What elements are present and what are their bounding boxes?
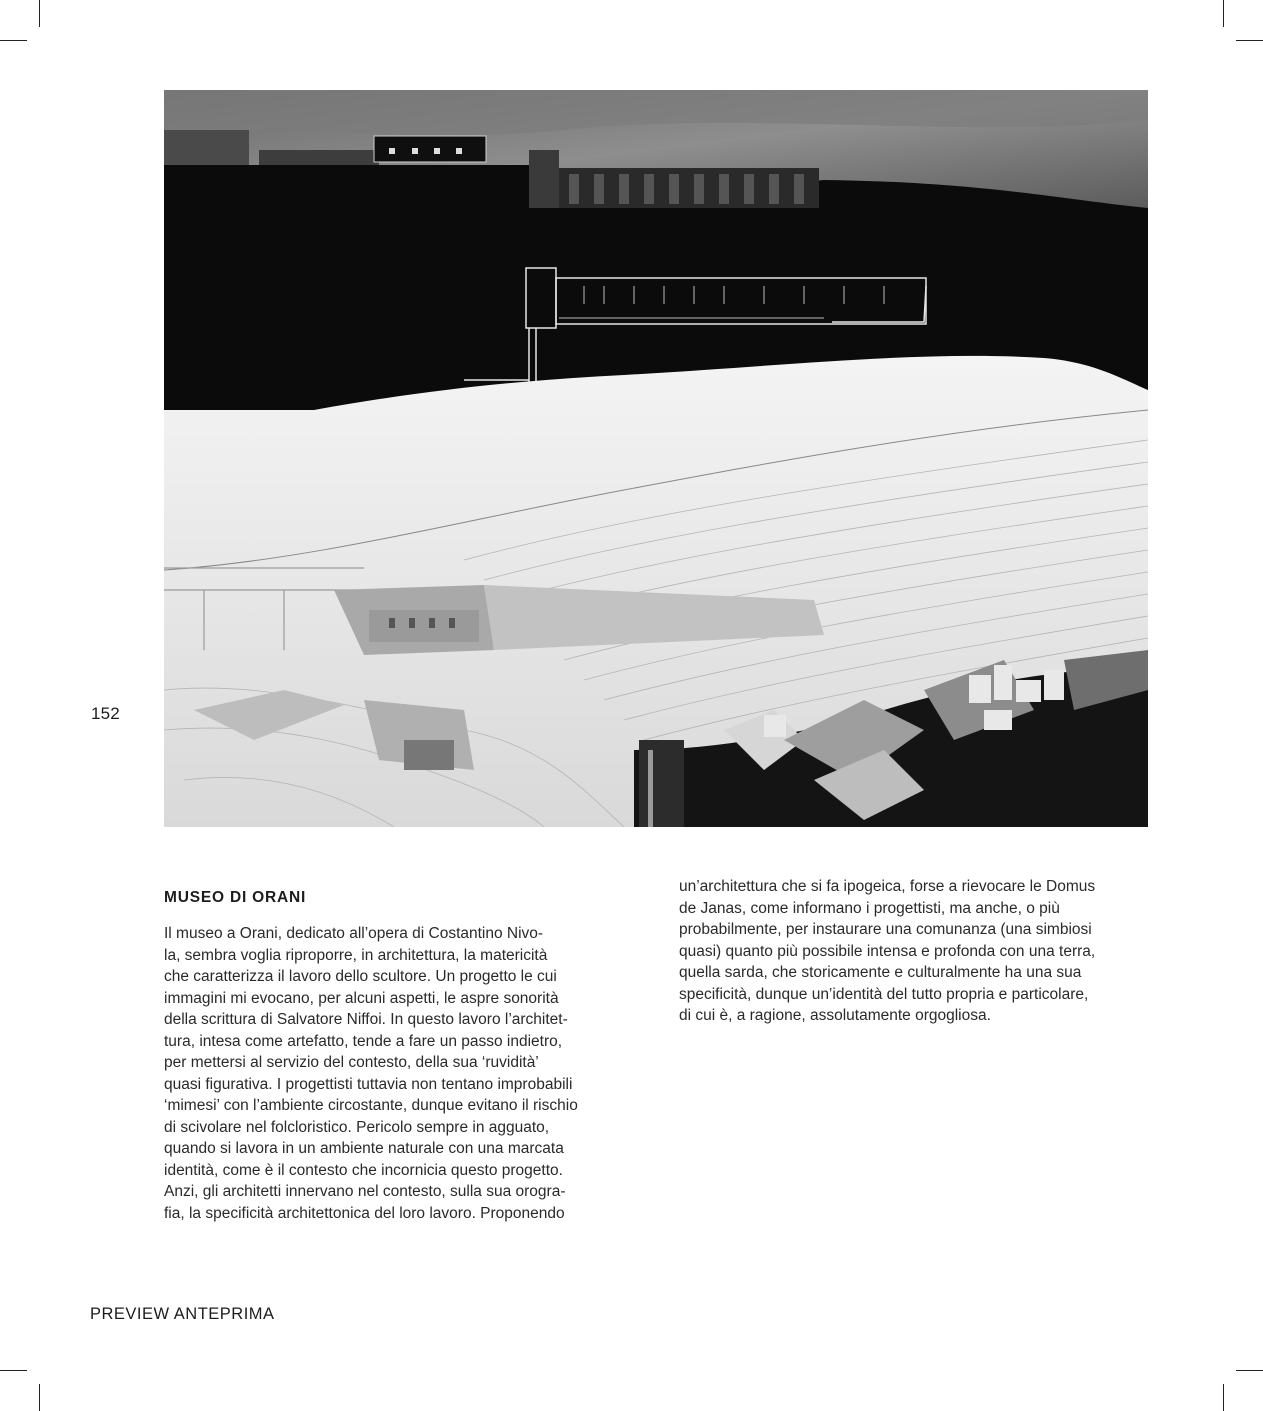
crop-mark bbox=[1223, 0, 1224, 27]
text-line: Anzi, gli architetti innervano nel contesto, sulla sua orogra- bbox=[164, 1183, 566, 1200]
crop-mark bbox=[39, 0, 40, 27]
page-number: 152 bbox=[91, 704, 120, 723]
text-line: quasi) quanto più possibile intensa e profonda con una terra, bbox=[679, 942, 1096, 960]
article-title: MUSEO DI ORANI bbox=[164, 888, 307, 906]
text-line: identità, come è il contesto che incornicia questo progetto. bbox=[164, 1161, 563, 1179]
text-line: quella sarda, che storicamente e culturalmente ha una sua bbox=[679, 964, 1082, 981]
text-line: che caratterizza il lavoro dello scultore. Un progetto le cui bbox=[164, 968, 557, 985]
text-line: ‘mimesi’ con l’ambiente circostante, dunque evitano il rischio bbox=[164, 1097, 578, 1114]
crop-mark bbox=[39, 1384, 40, 1411]
crop-mark bbox=[0, 1370, 27, 1371]
text-line: tura, intesa come artefatto, tende a fare un passo indietro, bbox=[164, 1032, 563, 1050]
text-line: di scivolare nel folcloristico. Pericolo sempre in agguato, bbox=[164, 1118, 550, 1136]
text-line: quasi figurativa. I progettisti tuttavia non tentano improbabili bbox=[164, 1075, 573, 1093]
text-line: immagini mi evocano, per alcuni aspetti, le aspre sonorità bbox=[164, 989, 559, 1007]
article-column-left bbox=[164, 923, 578, 1224]
crop-mark bbox=[1223, 1384, 1224, 1411]
article-column-right bbox=[679, 876, 1095, 1027]
text-line: fia, la specificità architettonica del loro lavoro. Proponendo bbox=[164, 1204, 565, 1222]
footer-label: PREVIEW ANTEPRIMA bbox=[90, 1305, 275, 1323]
text-line: di cui è, a ragione, assolutamente orgogliosa. bbox=[679, 1007, 991, 1024]
text-line: della scrittura di Salvatore Niffoi. In questo lavoro l’architet- bbox=[164, 1011, 568, 1028]
text-line: la, sembra voglia riproporre, in architettura, la matericità bbox=[164, 946, 548, 964]
architectural-drawing-figure bbox=[164, 90, 1148, 827]
crop-mark bbox=[0, 40, 27, 41]
text-line: specificità, dunque un’identità del tutto propria e particolare, bbox=[679, 985, 1089, 1003]
text-line: probabilmente, per instaurare una comunanza (una simbiosi bbox=[679, 921, 1092, 938]
text-line: un’architettura che si fa ipogeica, forse a rievocare le Domus bbox=[679, 878, 1096, 895]
text-line: de Janas, come informano i progettisti, ma anche, o più bbox=[679, 899, 1060, 917]
crop-mark bbox=[1236, 40, 1263, 41]
crop-mark bbox=[1236, 1370, 1263, 1371]
text-line: Il museo a Orani, dedicato all’opera di Costantino Nivo- bbox=[164, 925, 544, 942]
text-line: quando si lavora in un ambiente naturale con una marcata bbox=[164, 1140, 564, 1157]
text-line: per mettersi al servizio del contesto, della sua ‘ruvidità’ bbox=[164, 1054, 539, 1071]
